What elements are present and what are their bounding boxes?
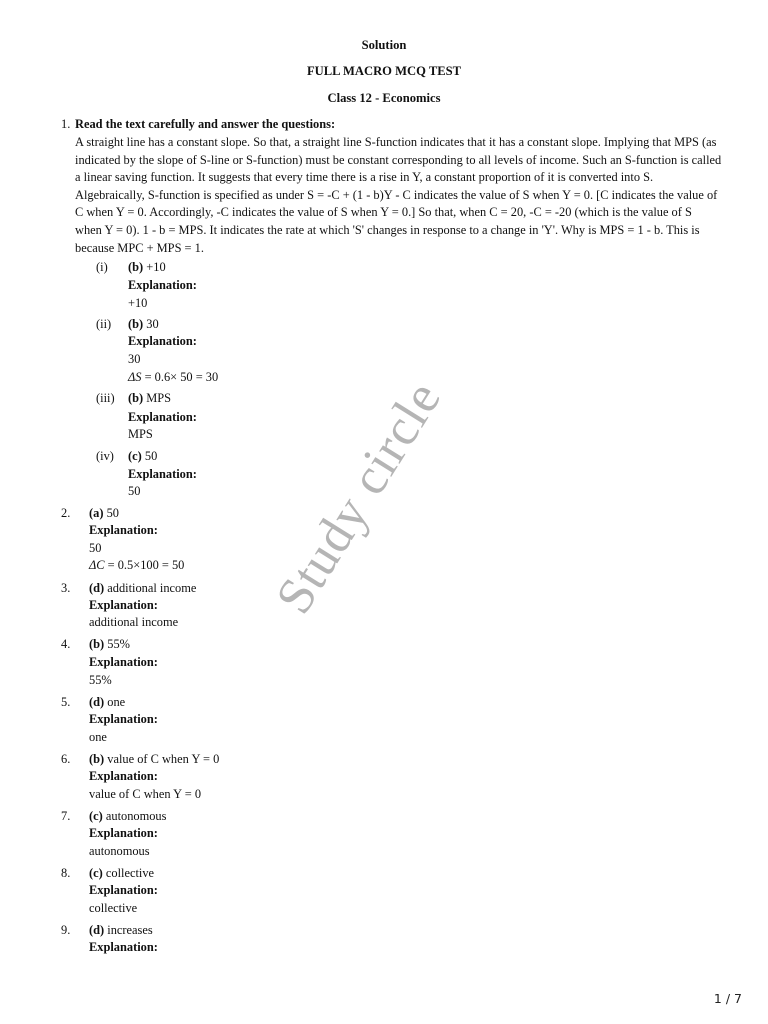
explanation-label: Explanation:	[89, 826, 158, 840]
answer-line	[89, 808, 166, 826]
page-number: 1 / 7	[713, 991, 742, 1006]
answer-option: (c)	[89, 809, 103, 823]
answer-line	[128, 259, 166, 277]
test-title: FULL MACRO MCQ TEST	[306, 64, 462, 78]
formula-text: = 0.6× 50 = 30	[141, 370, 219, 384]
question-number: 4.	[61, 637, 71, 651]
answer-option: (b)	[89, 637, 105, 651]
passage-line: Algebraically, S-function is specified as under S = -C + (1 - b)Y - C indicates the value of S when Y = 0. [C indicates the value of	[75, 187, 718, 202]
explanation-label: Explanation:	[89, 940, 158, 954]
answer-option: (b)	[128, 391, 144, 405]
passage-line: a linear saving function. It suggests that every time there is a rise in Y, a constant proportion of it is converted into S.	[75, 170, 654, 185]
answer-option: (a)	[89, 506, 104, 520]
question-number: 9.	[61, 923, 71, 937]
class-line: Class 12 - Economics	[327, 91, 441, 105]
answer-line	[89, 505, 119, 523]
passage-line: because MPC + MPS = 1.	[75, 240, 204, 255]
explanation-text: additional income	[89, 615, 179, 629]
answer-line	[128, 448, 157, 466]
sub-number: (iv)	[96, 449, 114, 463]
sub-number: (ii)	[96, 317, 112, 331]
formula-symbol: ΔS	[128, 370, 142, 384]
formula-symbol: ΔC	[89, 558, 105, 572]
answer-text: 50	[144, 449, 158, 463]
question-number: 3.	[61, 581, 71, 595]
answer-text: +10	[146, 260, 166, 274]
question-number: 7.	[61, 809, 71, 823]
passage-line: A straight line has a constant slope. So that, a straight line S-function indicates that it has a constant slope. Implying that MPS (as	[75, 135, 717, 149]
answer-option: (b)	[128, 317, 144, 331]
answer-text: value of C when Y = 0	[107, 752, 220, 766]
explanation-text: +10	[128, 296, 148, 310]
answer-line	[89, 580, 196, 598]
explanation-label: Explanation:	[89, 712, 158, 726]
explanation-label: Explanation:	[89, 523, 158, 537]
explanation-text: 30	[128, 352, 141, 366]
explanation-text: MPS	[128, 427, 153, 441]
answer-line	[89, 636, 130, 654]
question-number: 1.	[61, 117, 71, 131]
answer-text: one	[107, 695, 126, 709]
formula	[128, 369, 218, 387]
question-heading: Read the text carefully and answer the questions:	[75, 117, 336, 131]
answer-option: (d)	[89, 581, 105, 595]
answer-line	[89, 922, 153, 940]
explanation-label: Explanation:	[128, 467, 197, 481]
explanation-label: Explanation:	[128, 334, 197, 348]
explanation-text: value of C when Y = 0	[89, 787, 202, 801]
formula	[89, 557, 184, 575]
answer-text: 50	[106, 506, 119, 520]
explanation-text: one	[89, 730, 107, 744]
question-number: 2.	[61, 506, 71, 520]
explanation-label: Explanation:	[89, 769, 158, 783]
answer-text: 55%	[107, 637, 130, 651]
answer-text: increases	[107, 923, 153, 937]
passage-line: C when Y = 0. Accordingly, -C indicates the value of S when Y = 0.] So that, when C = 20, -C = -20 (which is the value of S	[75, 205, 692, 220]
watermark: Study circle	[265, 371, 453, 624]
explanation-label: Explanation:	[89, 655, 158, 669]
answer-line	[89, 751, 219, 769]
answer-text: collective	[105, 866, 155, 880]
explanation-label: Explanation:	[89, 598, 158, 612]
passage	[75, 134, 740, 257]
answer-option: (b)	[89, 752, 105, 766]
passage-line: indicated by the slope of S-line or S-function) must be constant corresponding to all levels of income. Such an S-function is called	[75, 152, 722, 167]
answer-option: (c)	[89, 866, 103, 880]
sub-number: (i)	[96, 260, 108, 274]
explanation-label: Explanation:	[89, 883, 158, 897]
explanation-label: Explanation:	[128, 278, 197, 292]
explanation-text: autonomous	[89, 844, 150, 858]
passage-line: when Y = 0). 1 - b = MPS. It indicates the rate at which 'S' changes in response to a change in 'Y'. Why is MPS = 1 - b. This is	[75, 222, 700, 237]
answer-option: (d)	[89, 923, 105, 937]
question-number: 5.	[61, 695, 71, 709]
explanation-text: 55%	[89, 673, 112, 687]
question-number: 8.	[61, 866, 71, 880]
question-number: 6.	[61, 752, 71, 766]
explanation-label: Explanation:	[128, 410, 197, 424]
sub-number: (iii)	[96, 391, 115, 405]
answer-text: additional income	[107, 581, 197, 595]
answer-line	[128, 390, 171, 408]
explanation-text: 50	[128, 484, 141, 498]
answer-line	[89, 694, 125, 712]
formula-text: = 0.5×100 = 50	[104, 558, 185, 572]
solution-heading: Solution	[361, 38, 407, 52]
explanation-text: collective	[89, 901, 138, 915]
answer-text: autonomous	[105, 809, 167, 823]
explanation-text: 50	[89, 541, 102, 555]
answer-line	[128, 316, 159, 334]
answer-text: 30	[146, 317, 159, 331]
answer-option: (b)	[128, 260, 144, 274]
answer-option: (c)	[128, 449, 142, 463]
answer-text: MPS	[146, 391, 172, 405]
answer-option: (d)	[89, 695, 105, 709]
answer-line	[89, 865, 154, 883]
